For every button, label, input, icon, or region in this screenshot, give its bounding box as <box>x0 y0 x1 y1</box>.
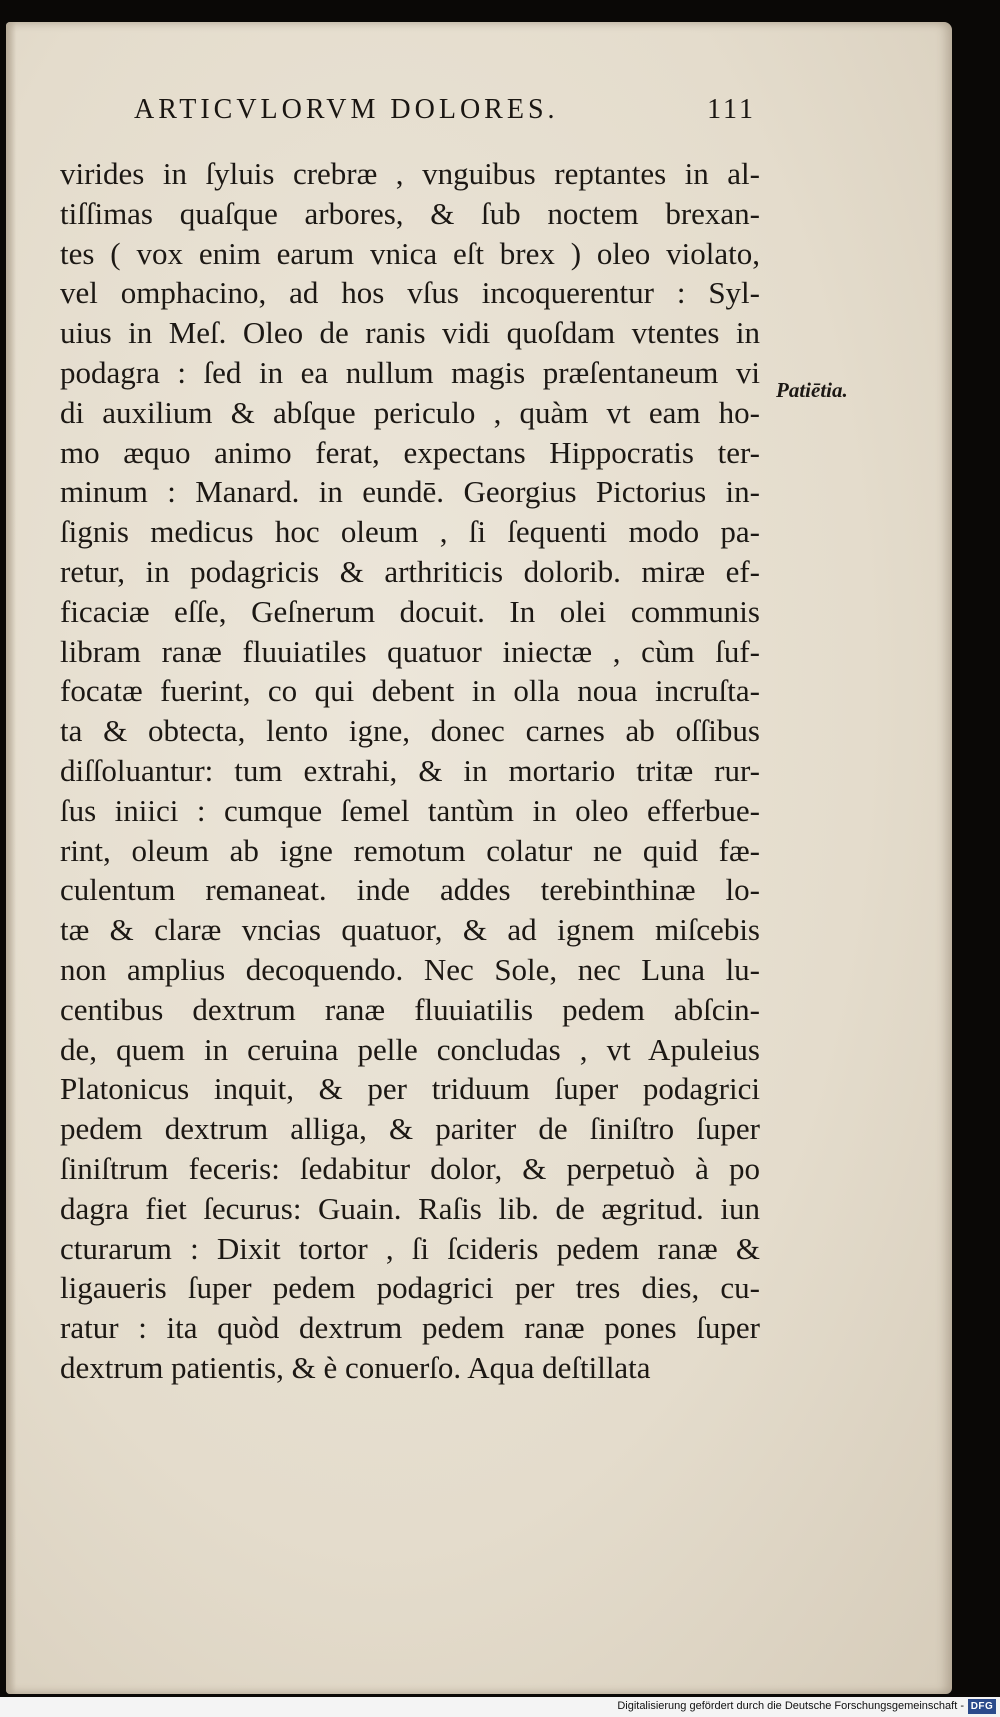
running-head: ARTICVLORVM DOLORES. <box>134 94 559 125</box>
text-line: de, quem in ceruina pelle concludas , vt Apuleius <box>60 1031 760 1067</box>
text-line: dagra fiet ſecurus: Guain. Raſis lib. de ægritud. iun <box>60 1190 760 1226</box>
text-line: ligaueris ſuper pedem podagrici per tres dies, cu- <box>60 1270 760 1306</box>
text-line: culentum remaneat. inde addes terebinthinæ lo- <box>60 872 760 908</box>
text-line: centibus dextrum ranæ fluuiatilis pedem abſcin- <box>60 991 760 1027</box>
page-number: 111 <box>707 94 756 125</box>
text-line: tæ & claræ vncias quatuor, & ad ignem miſcebis <box>60 912 760 948</box>
marginal-note: Patiētia. <box>776 378 848 402</box>
text-line: rint, oleum ab igne remotum colatur ne quid fæ- <box>60 832 760 868</box>
text-line: retur, in podagricis & arthriticis dolorib. miræ ef- <box>60 553 760 589</box>
footer-bar <box>0 1697 1000 1717</box>
text-line: virides in ſyluis crebræ , vnguibus reptantes in al- <box>60 156 760 191</box>
text-line: Platonicus inquit, & per triduum ſuper podagrici <box>60 1071 760 1107</box>
text-line: libram ranæ fluuiatiles quatuor iniectæ , cùm ſuf- <box>60 633 760 669</box>
text-line: podagra : ſed in ea nullum magis præſentaneum vi <box>60 354 760 390</box>
footer-credit: Digitalisierung gefördert durch die Deutsche Forschungsgemeinschaft - <box>617 1700 964 1712</box>
dfg-logo: DFG <box>968 1699 996 1714</box>
text-line: pedem dextrum alliga, & pariter de ſiniſtro ſuper <box>60 1111 760 1147</box>
body-text <box>60 154 760 1388</box>
page-header <box>134 94 756 134</box>
text-line: ſignis medicus hoc oleum , ſi ſequenti modo pa- <box>60 514 760 550</box>
text-line: mo æquo animo ferat, expectans Hippocratis ter- <box>60 434 760 470</box>
text-line: di auxilium & abſque periculo , quàm vt eam ho- <box>60 394 760 430</box>
text-line: ta & obtecta, lento igne, donec carnes ab oſſibus <box>60 713 760 749</box>
text-line: minum : Manard. in eundē. Georgius Pictorius in- <box>60 474 760 510</box>
text-line: tiſſimas quaſque arbores, & ſub noctem brexan- <box>60 195 760 231</box>
book-page <box>6 22 952 1694</box>
text-line: focatæ fuerint, co qui debent in olla noua incruſta- <box>60 673 760 709</box>
text-line: uius in Meſ. Oleo de ranis vidi quoſdam vtentes in <box>60 315 760 351</box>
text-line: dextrum patientis, & è conuerſo. Aqua deſtillata <box>60 1349 651 1385</box>
text-line: ratur : ita quòd dextrum pedem ranæ pones ſuper <box>60 1310 760 1346</box>
page-gutter-shadow <box>6 22 16 1694</box>
text-line: ſiniſtrum feceris: ſedabitur dolor, & perpetuò à po <box>60 1150 760 1186</box>
text-line: ficaciæ eſſe, Geſnerum docuit. In olei communis <box>60 593 760 629</box>
text-line: diſſoluantur: tum extrahi, & in mortario tritæ rur- <box>60 752 760 788</box>
text-line: ſus iniici : cumque ſemel tantùm in oleo efferbue- <box>60 792 760 828</box>
text-line: non amplius decoquendo. Nec Sole, nec Luna lu- <box>60 951 760 987</box>
text-line: tes ( vox enim earum vnica eſt brex ) oleo violato, <box>60 235 760 271</box>
text-line: vel omphacino, ad hos vſus incoquerentur : Syl- <box>60 275 760 311</box>
text-line: cturarum : Dixit tortor , ſi ſcideris pedem ranæ & <box>60 1230 760 1266</box>
